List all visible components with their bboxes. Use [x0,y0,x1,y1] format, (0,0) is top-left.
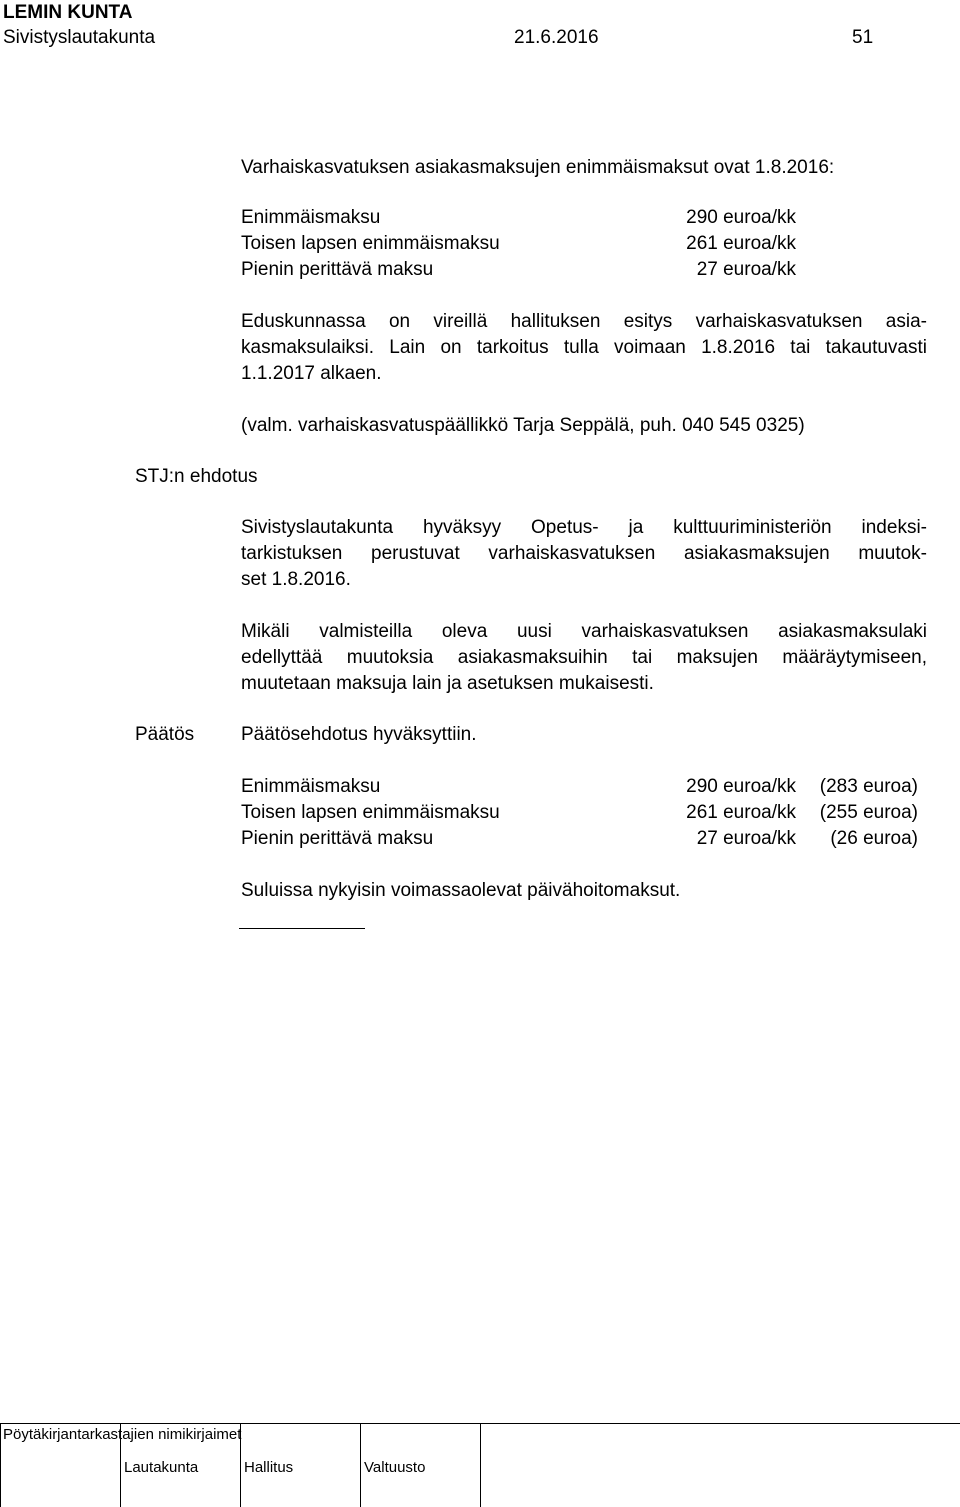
fee-amount: 290 euroa/kk [686,207,796,228]
fee-previous: (283 euroa) [819,776,918,797]
fee-amount: 261 euroa/kk [686,233,796,254]
paragraph-line: Mikäli valmisteilla oleva uusi varhaiskasvatuksen asiakasmaksulaki [241,621,927,642]
fee-label: Pienin perittävä maksu [241,259,434,280]
fee-amount: 27 euroa/kk [696,828,796,849]
committee-name: Sivistyslautakunta [3,27,156,48]
page-number: 51 [852,27,874,48]
footnote-text: Suluissa nykyisin voimassaolevat päivähoitomaksut. [241,880,681,901]
fee-amount: 261 euroa/kk [686,802,796,823]
footer-cell-border [360,1423,361,1507]
paragraph-line: edellyttää muutoksia asiakasmaksuihin tai maksujen määräytymiseen, [241,647,927,668]
fee-amount: 290 euroa/kk [686,776,796,797]
paragraph-line: Eduskunnassa on vireillä hallituksen esitys varhaiskasvatuksen asia- [241,311,927,332]
footer-label: Pöytäkirjantarkastajien nimikirjaimet [3,1426,242,1443]
signature-line [239,928,365,929]
paragraph-line: Sivistyslautakunta hyväksyy Opetus- ja kulttuuriministeriön indeksi- [241,517,927,538]
fee-previous: (255 euroa) [819,802,918,823]
meeting-date: 21.6.2016 [514,27,599,48]
fee-label: Enimmäismaksu [241,776,381,797]
decision-label: Päätös [135,724,195,745]
footer-cell-border [480,1423,481,1507]
footer-column-hallitus: Hallitus [244,1459,294,1476]
paragraph-line: muutetaan maksuja lain ja asetuksen mukaisesti. [241,673,654,694]
footer-cell-border [120,1423,121,1507]
footer-column-valtuusto: Valtuusto [364,1459,426,1476]
paragraph-line: tarkistuksen perustuvat varhaiskasvatuksen asiakasmaksujen muutok- [241,543,927,564]
paragraph-line: set 1.8.2016. [241,569,351,590]
preparer-note: (valm. varhaiskasvatuspäällikkö Tarja Seppälä, puh. 040 545 0325) [241,415,805,436]
fee-label: Toisen lapsen enimmäismaksu [241,233,500,254]
fee-label: Pienin perittävä maksu [241,828,434,849]
proposal-label: STJ:n ehdotus [135,466,258,487]
paragraph-line: kasmaksulaiksi. Lain on tarkoitus tulla voimaan 1.8.2016 tai takautuvasti [241,337,927,358]
paragraph-line: 1.1.2017 alkaen. [241,363,382,384]
fee-label: Enimmäismaksu [241,207,381,228]
intro-heading: Varhaiskasvatuksen asiakasmaksujen enimmäismaksut ovat 1.8.2016: [241,157,835,178]
footer-cell-border [240,1423,241,1507]
footer-cell-border [0,1423,1,1507]
organization-name: LEMIN KUNTA [3,2,133,23]
fee-previous: (26 euroa) [830,828,918,849]
decision-text: Päätösehdotus hyväksyttiin. [241,724,477,745]
fee-amount: 27 euroa/kk [696,259,796,280]
footer-column-lautakunta: Lautakunta [124,1459,199,1476]
fee-label: Toisen lapsen enimmäismaksu [241,802,500,823]
